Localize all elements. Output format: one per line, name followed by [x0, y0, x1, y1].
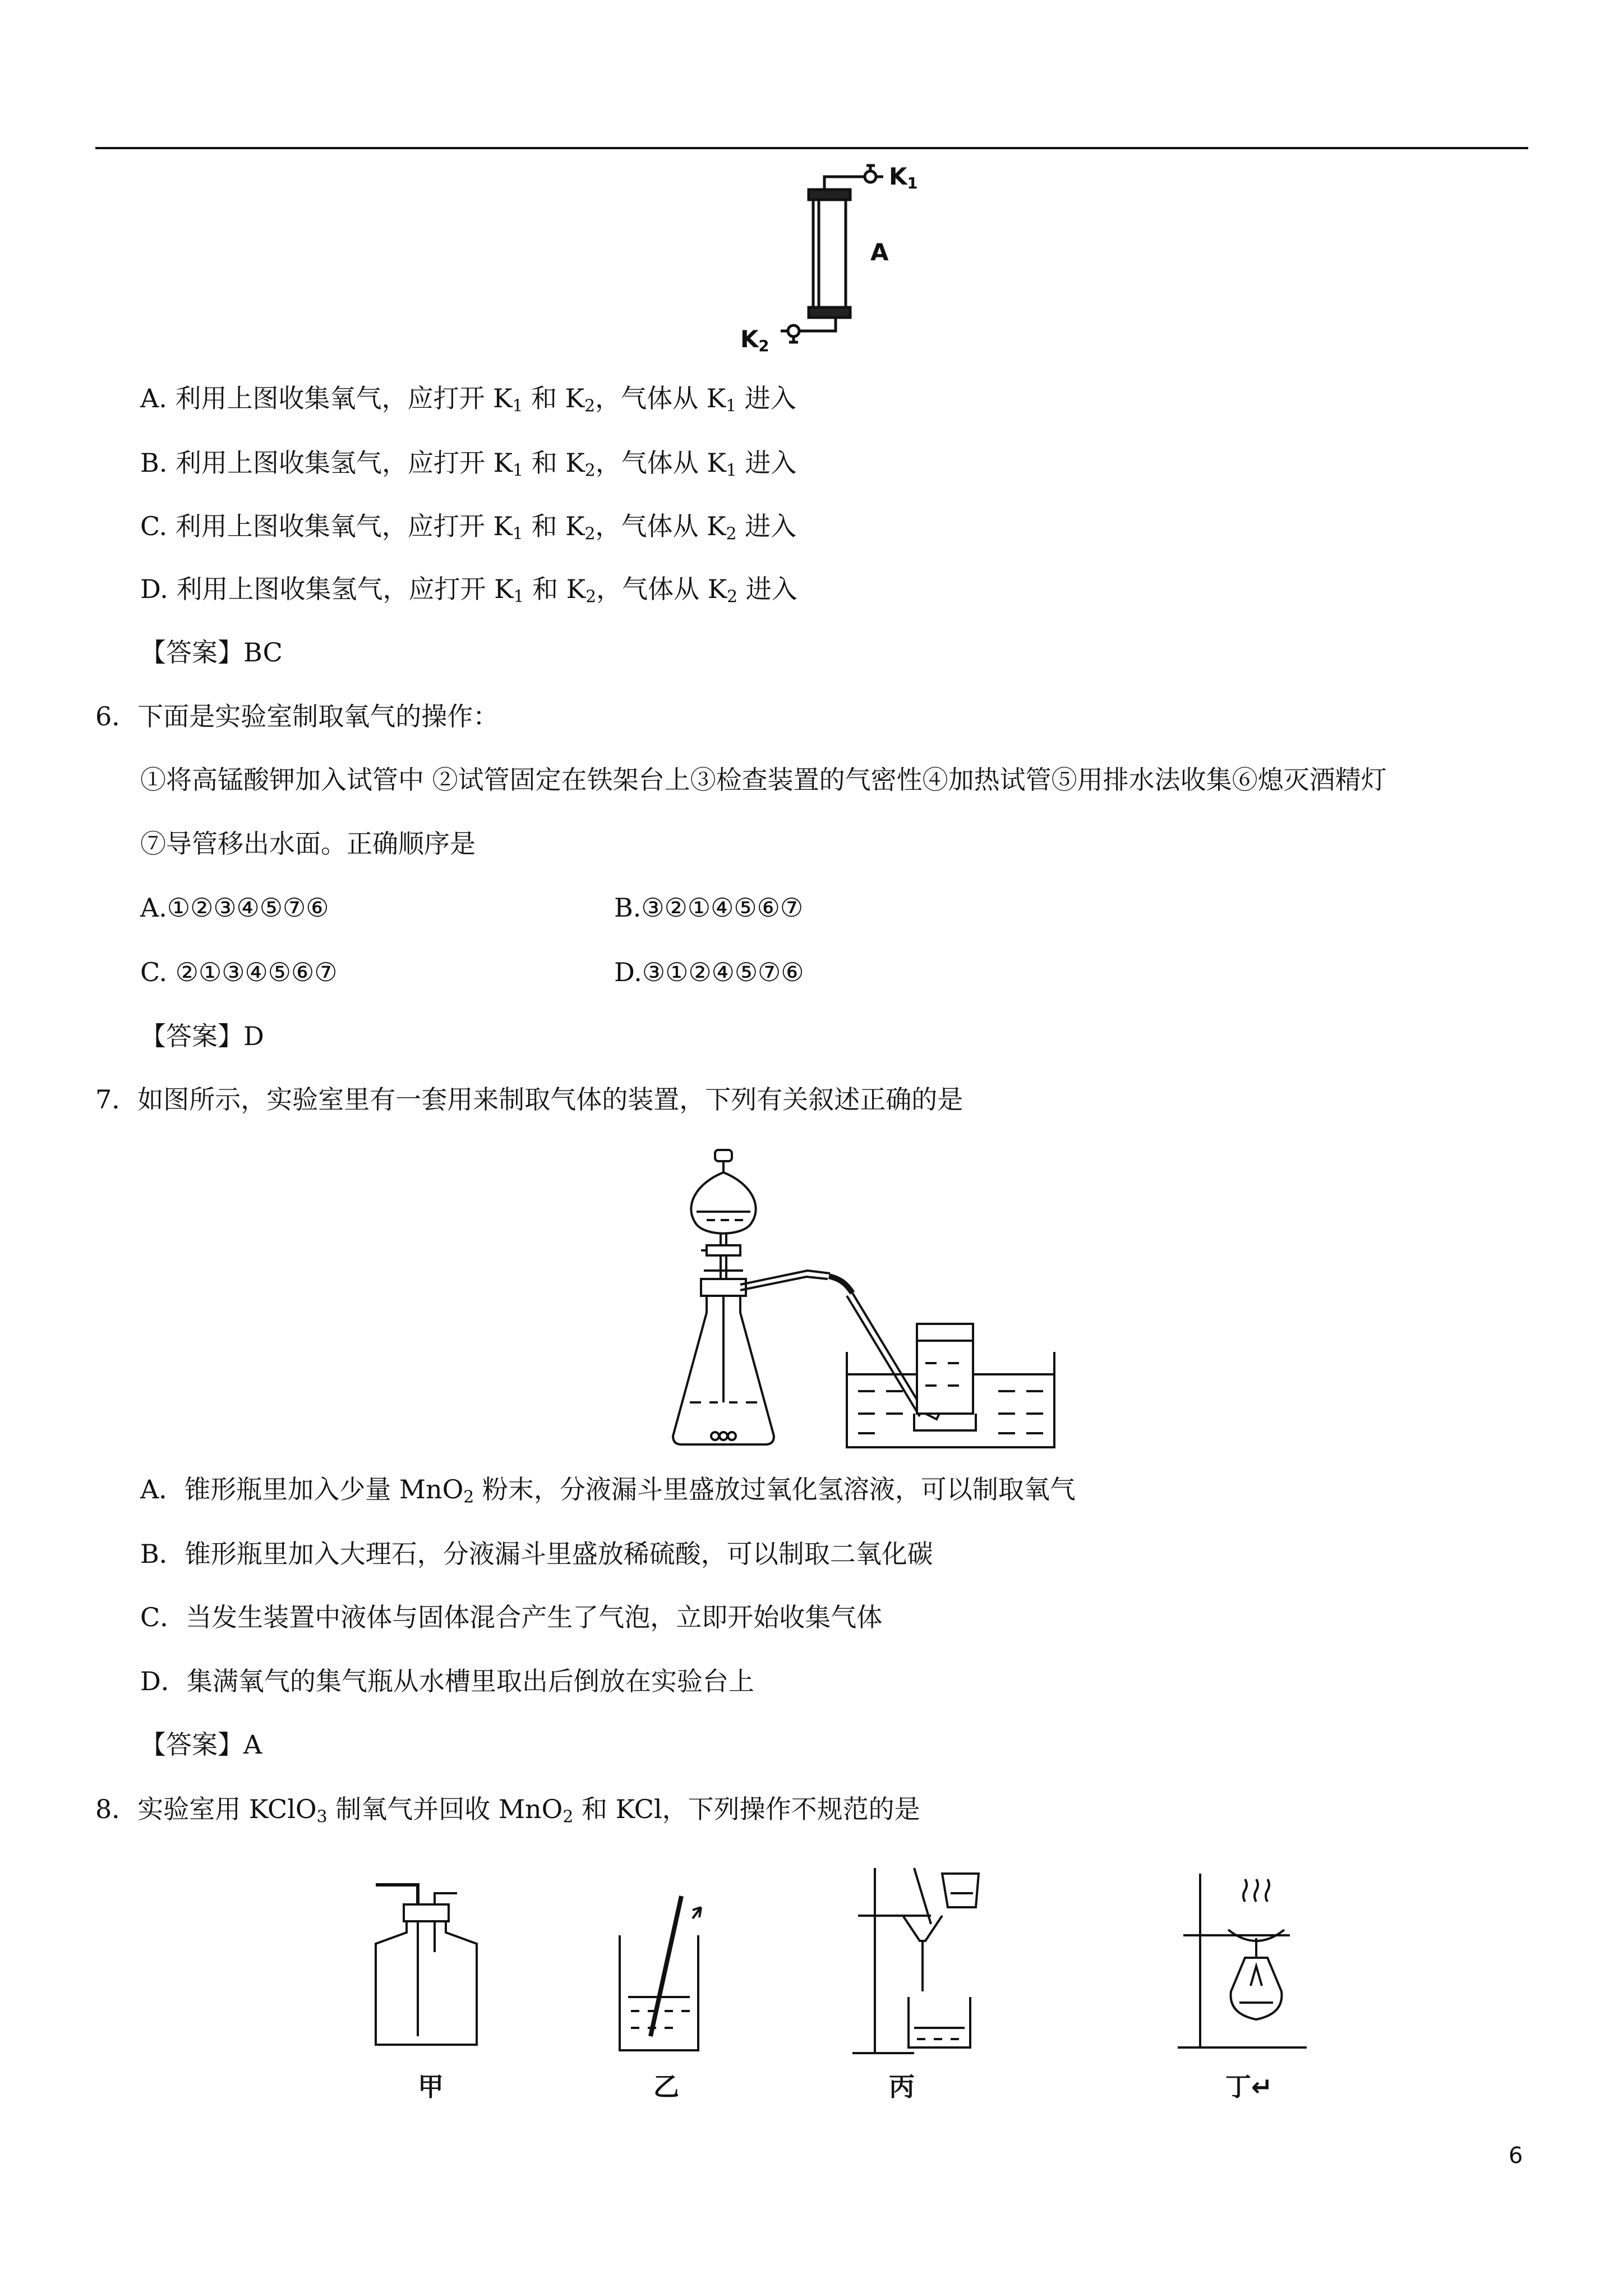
q7-option-d: D．集满氧气的集气瓶从水槽里取出后倒放在实验台上: [140, 1666, 754, 1696]
evaporation-figure-ding: [1172, 1868, 1318, 2059]
beaker-stirring-drawing: [608, 1885, 721, 2059]
q5-option-d: D. 利用上图收集氢气，应打开 $K_1$ 和 $K_2$，气体从 $K_2$ 进入: [140, 574, 797, 607]
q7-option-a: A．锥形瓶里加入少量 MnO$_2$ 粉末，分液漏斗里盛放过氧化氢溶液，可以制取氧气: [140, 1474, 1076, 1507]
k2-label: $K_2$: [740, 325, 769, 355]
label-yi: 乙: [653, 2072, 679, 2102]
gas-bottle-drawing: [365, 1874, 494, 2059]
q5-option-a: A. 利用上图收集氧气，应打开 $K_1$ 和 $K_2$，气体从 $K_1$ 进入: [140, 383, 796, 416]
gas-bottle-figure-jia: [365, 1874, 494, 2059]
filtration-drawing: [847, 1862, 993, 2059]
gas-generation-apparatus-figure: [662, 1144, 1066, 1464]
q6-option-a: A.①②③④⑤⑦⑥: [140, 892, 329, 923]
k1-label: $K_1$: [889, 163, 918, 192]
q7-answer: 【答案】A: [140, 1729, 262, 1760]
label-bing: 丙: [889, 2072, 915, 2102]
filtration-figure-bing: [847, 1862, 993, 2059]
q7-option-b: B．锥形瓶里加入大理石，分液漏斗里盛放稀硫酸，可以制取二氧化碳: [140, 1539, 933, 1569]
q6-option-c: C. ②①③④⑤⑥⑦: [140, 957, 338, 987]
label-ding: 丁↵: [1225, 2072, 1273, 2102]
q6-answer: 【答案】D: [140, 1021, 264, 1051]
q6-option-d: D.③①②④⑤⑦⑥: [614, 957, 804, 987]
gas-generation-apparatus-drawing: [662, 1144, 1066, 1464]
q5-option-b: B. 利用上图收集氢气，应打开 $K_1$ 和 $K_2$，气体从 $K_1$ 进入: [140, 448, 797, 481]
q7-stem: 7．如图所示，实验室里有一套用来制取气体的装置，下列有关叙述正确的是: [95, 1084, 963, 1115]
q5-option-c: C. 利用上图收集氧气，应打开 $K_1$ 和 $K_2$，气体从 $K_2$ 进入: [140, 511, 797, 544]
header-rule: [95, 147, 1528, 149]
q7-option-c: C．当发生装置中液体与固体混合产生了气泡，立即开始收集气体: [140, 1602, 883, 1632]
a-label: A: [870, 238, 889, 266]
q6-option-b: B.③②①④⑤⑥⑦: [614, 892, 804, 923]
q6-steps-line1: ①将高锰酸钾加入试管中 ②试管固定在铁架台上③检查装置的气密性④加热试管⑤用排水法收集⑥熄灭酒精灯: [140, 765, 1387, 795]
beaker-figure-yi: [608, 1885, 721, 2059]
page-number: 6: [1509, 2143, 1523, 2169]
q6-stem: 6．下面是实验室制取氧气的操作：: [95, 701, 499, 731]
gas-collection-tube-figure: [729, 151, 920, 365]
q6-steps-line2: ⑦导管移出水面。正确顺序是: [140, 829, 476, 859]
label-jia: 甲: [418, 2072, 444, 2102]
q8-stem: 8．实验室用 KClO$_3$ 制氧气并回收 MnO$_2$ 和 KCl，下列操作不规范的是: [95, 1794, 920, 1827]
q5-answer: 【答案】BC: [140, 637, 283, 668]
evaporation-drawing: [1172, 1868, 1318, 2059]
